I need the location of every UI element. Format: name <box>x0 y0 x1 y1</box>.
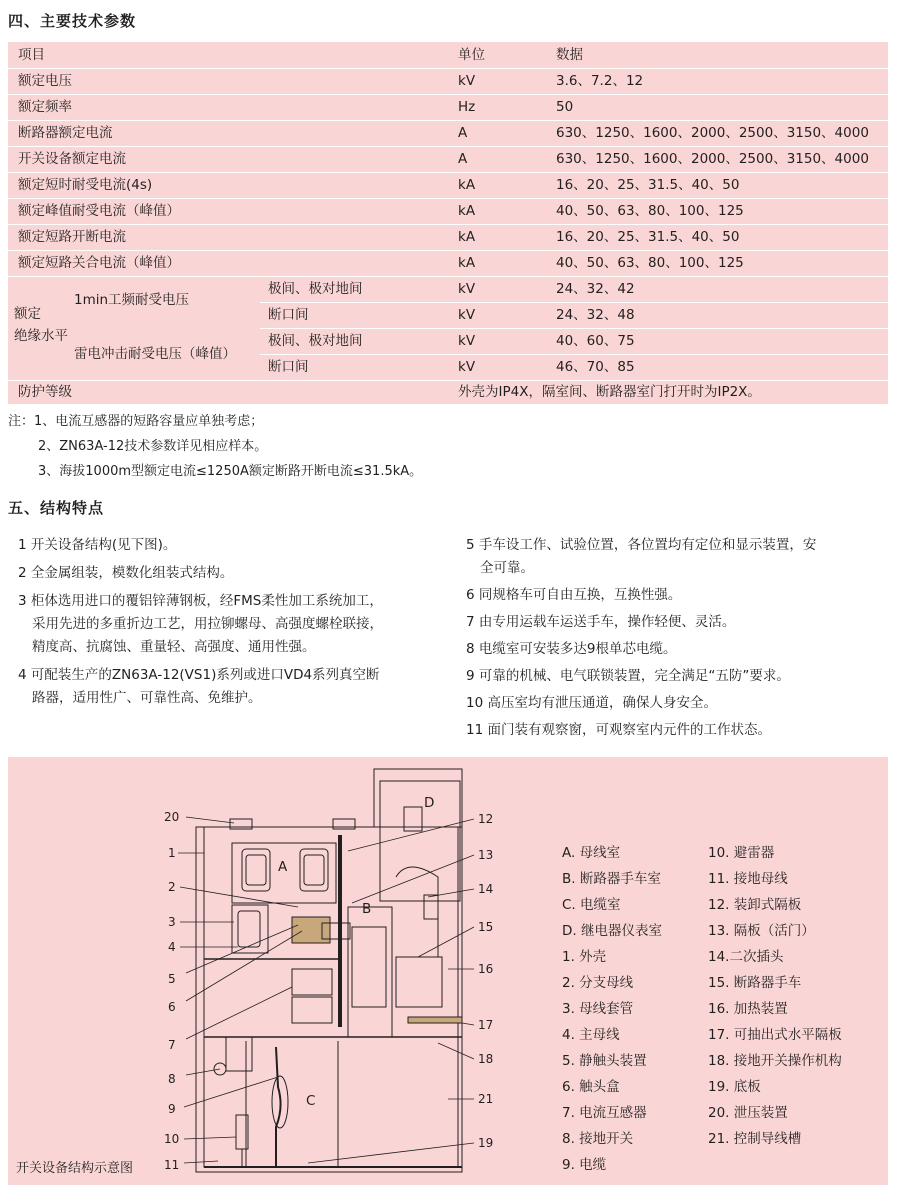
feature-item: 2 全金属组装，模数化组装式结构。 <box>18 565 234 581</box>
legend-item: 2. 分支母线 <box>562 975 634 991</box>
table-row <box>8 302 888 328</box>
note-line: 3、海拔1000m型额定电流≤1250A额定断路开断电流≤31.5kA。 <box>38 464 423 479</box>
table-row <box>8 172 888 198</box>
legend-item: 15. 断路器手车 <box>708 975 802 991</box>
param-value: 630、1250、1600、2000、2500、3150、4000 <box>556 125 869 141</box>
features-left <box>18 534 458 710</box>
table-row <box>8 276 888 302</box>
table-row <box>8 146 888 172</box>
callout-number: 20 <box>164 810 180 824</box>
param-unit: kA <box>458 255 476 271</box>
param-name: 开关设备额定电流 <box>18 151 126 167</box>
param-value: 46、70、85 <box>556 359 635 375</box>
param-unit: kV <box>458 307 476 323</box>
param-value: 50 <box>556 99 574 115</box>
param-unit: kA <box>458 203 476 219</box>
callout-number: 14 <box>478 882 494 896</box>
diagram-caption: 开关设备结构示意图 <box>16 1161 134 1176</box>
compartment-label: C <box>306 1093 316 1109</box>
section4-heading: 四、主要技术参数 <box>8 12 137 30</box>
table-row <box>8 224 888 250</box>
legend-item: 10. 避雷器 <box>708 845 775 861</box>
param-name: 额定电压 <box>18 73 72 89</box>
feature-item: 11 面门装有观察窗，可观察室内元件的工作状态。 <box>466 722 771 738</box>
param-name: 额定短路关合电流（峰值） <box>18 255 180 271</box>
legend-item: 1. 外壳 <box>562 949 607 965</box>
col-header-unit: 单位 <box>458 47 485 63</box>
legend-item: D. 继电器仪表室 <box>562 923 662 939</box>
param-name: 断路器额定电流 <box>18 125 113 141</box>
callout-number: 1 <box>168 846 176 860</box>
param-value: 630、1250、1600、2000、2500、3150、4000 <box>556 151 869 167</box>
legend-column-1 <box>562 843 662 1181</box>
compartment-label: A <box>278 859 288 875</box>
feature-item: 8 电缆室可安装多达9根单芯电缆。 <box>466 641 677 657</box>
callout-number: 9 <box>168 1102 176 1116</box>
col-header-item: 项目 <box>18 47 45 63</box>
table-row <box>8 198 888 224</box>
legend-item: C. 电缆室 <box>562 897 621 913</box>
callout-number: 3 <box>168 915 176 929</box>
legend-item: 19. 底板 <box>708 1079 761 1095</box>
param-unit: kV <box>458 333 476 349</box>
param-value: 3.6、7.2、12 <box>556 73 644 89</box>
callout-number: 2 <box>168 880 176 894</box>
param-value: 24、32、42 <box>556 281 635 297</box>
param-name: 额定短路开断电流 <box>18 229 126 245</box>
callout-number: 11 <box>164 1158 180 1172</box>
feature-item: 10 高压室均有泄压通道，确保人身安全。 <box>466 695 717 711</box>
feature-item: 1 开关设备结构(见下图)。 <box>18 537 177 553</box>
callout-number: 16 <box>478 962 494 976</box>
feature-item: 5 手车设工作、试验位置，各位置均有定位和显示装置，安 全可靠。 <box>466 537 817 576</box>
legend-item: 8. 接地开关 <box>562 1131 634 1147</box>
callout-number: 12 <box>478 812 494 826</box>
legend-item: 5. 静触头装置 <box>562 1053 647 1069</box>
param-unit: kV <box>458 73 476 89</box>
note-line: 2、ZN63A-12技术参数详见相应样本。 <box>38 439 268 454</box>
param-value: 24、32、48 <box>556 307 635 323</box>
param-name: 额定峰值耐受电流（峰值） <box>18 203 180 219</box>
table-row <box>8 354 888 380</box>
legend-item: 20. 泄压装置 <box>708 1105 788 1121</box>
compartment-label: B <box>362 901 372 917</box>
param-unit: kV <box>458 281 476 297</box>
table-row <box>8 120 888 146</box>
callout-number: 5 <box>168 972 176 986</box>
structure-diagram-panel <box>8 757 888 1185</box>
legend-item: 4. 主母线 <box>562 1027 620 1043</box>
insulation-label-line2: 绝缘水平 <box>14 328 68 344</box>
param-subitem: 断口间 <box>268 307 309 323</box>
legend-item: 21. 控制导线槽 <box>708 1131 802 1147</box>
callout-number: 13 <box>478 848 494 862</box>
legend-item: 13. 隔板（活门） <box>708 923 815 939</box>
compartment-label: D <box>424 795 435 811</box>
col-header-data: 数据 <box>556 47 583 63</box>
callout-number: 15 <box>478 920 494 934</box>
callout-number: 4 <box>168 940 176 954</box>
legend-item: 14.二次插头 <box>708 949 784 965</box>
param-name: 额定频率 <box>18 99 72 115</box>
param-unit: kA <box>458 229 476 245</box>
param-value: 外壳为IP4X，隔室间、断路器室门打开时为IP2X。 <box>458 384 761 400</box>
param-subitem: 极间、极对地间 <box>268 333 363 349</box>
relay-compartment-outline <box>374 769 462 827</box>
legend-item: A. 母线室 <box>562 845 621 861</box>
section5-heading: 五、结构特点 <box>8 499 105 517</box>
legend-item: 9. 电缆 <box>562 1157 607 1173</box>
feature-item: 4 可配装生产的ZN63A-12(VS1)系列或进口VD4系列真空断 路器，适用性广、可靠性高、免维护。 <box>18 667 380 706</box>
param-value: 40、50、63、80、100、125 <box>556 255 744 271</box>
legend-item: B. 断路器手车室 <box>562 871 661 887</box>
callout-number: 6 <box>168 1000 176 1014</box>
param-unit: kV <box>458 359 476 375</box>
callout-number: 7 <box>168 1038 176 1052</box>
table-row <box>8 94 888 120</box>
legend-item: 18. 接地开关操作机构 <box>708 1053 842 1069</box>
power-freq-label: 1min工频耐受电压 <box>74 292 190 308</box>
legend-item: 16. 加热装置 <box>708 1001 788 1017</box>
callout-number: 8 <box>168 1072 176 1086</box>
callout-number: 21 <box>478 1092 494 1106</box>
callout-number: 19 <box>478 1136 494 1150</box>
legend-column-2 <box>708 843 842 1155</box>
param-subitem: 断口间 <box>268 359 309 375</box>
feature-item: 3 柜体选用进口的覆铝锌薄钢板，经FMS柔性加工系统加工， 采用先进的多重折边工艺，用拉铆螺母、高强度螺栓联接， 精度高、抗腐蚀、重量轻、高强度、通用性强。 <box>18 593 383 655</box>
param-subitem: 极间、极对地间 <box>268 281 363 297</box>
param-unit: A <box>458 125 468 141</box>
legend-item: 11. 接地母线 <box>708 871 788 887</box>
feature-item: 9 可靠的机械、电气联锁装置，完全满足“五防”要求。 <box>466 668 790 684</box>
features-right <box>466 534 896 742</box>
legend-item: 17. 可抽出式水平隔板 <box>708 1027 842 1043</box>
legend-item: 7. 电流互感器 <box>562 1105 647 1121</box>
callout-number: 17 <box>478 1018 494 1032</box>
callout-number: 18 <box>478 1052 494 1066</box>
feature-item: 6 同规格车可自由互换，互换性强。 <box>466 587 682 603</box>
param-unit: Hz <box>458 99 476 115</box>
param-name: 防护等级 <box>18 384 72 400</box>
param-name: 额定短时耐受电流(4s) <box>18 177 153 193</box>
legend-item: 12. 装卸式隔板 <box>708 897 802 913</box>
callout-number: 10 <box>164 1132 180 1146</box>
legend-item: 6. 触头盒 <box>562 1079 620 1095</box>
param-unit: kA <box>458 177 476 193</box>
param-unit: A <box>458 151 468 167</box>
parameter-table <box>8 42 888 404</box>
param-value: 40、50、63、80、100、125 <box>556 203 744 219</box>
param-value: 16、20、25、31.5、40、50 <box>556 229 740 245</box>
table-row <box>8 250 888 276</box>
insulation-label-line1: 额定 <box>14 306 41 322</box>
param-value: 16、20、25、31.5、40、50 <box>556 177 740 193</box>
table-header-row <box>8 42 888 68</box>
note-line: 注：1、电流互感器的短路容量应单独考虑； <box>8 414 264 429</box>
param-value: 40、60、75 <box>556 333 635 349</box>
feature-item: 7 由专用运载车运送手车，操作轻便、灵活。 <box>466 614 736 630</box>
table-row <box>8 379 888 405</box>
table-row <box>8 68 888 94</box>
legend-item: 3. 母线套管 <box>562 1001 634 1017</box>
impulse-label: 雷电冲击耐受电压（峰值） <box>74 346 236 362</box>
table-row <box>8 328 888 354</box>
